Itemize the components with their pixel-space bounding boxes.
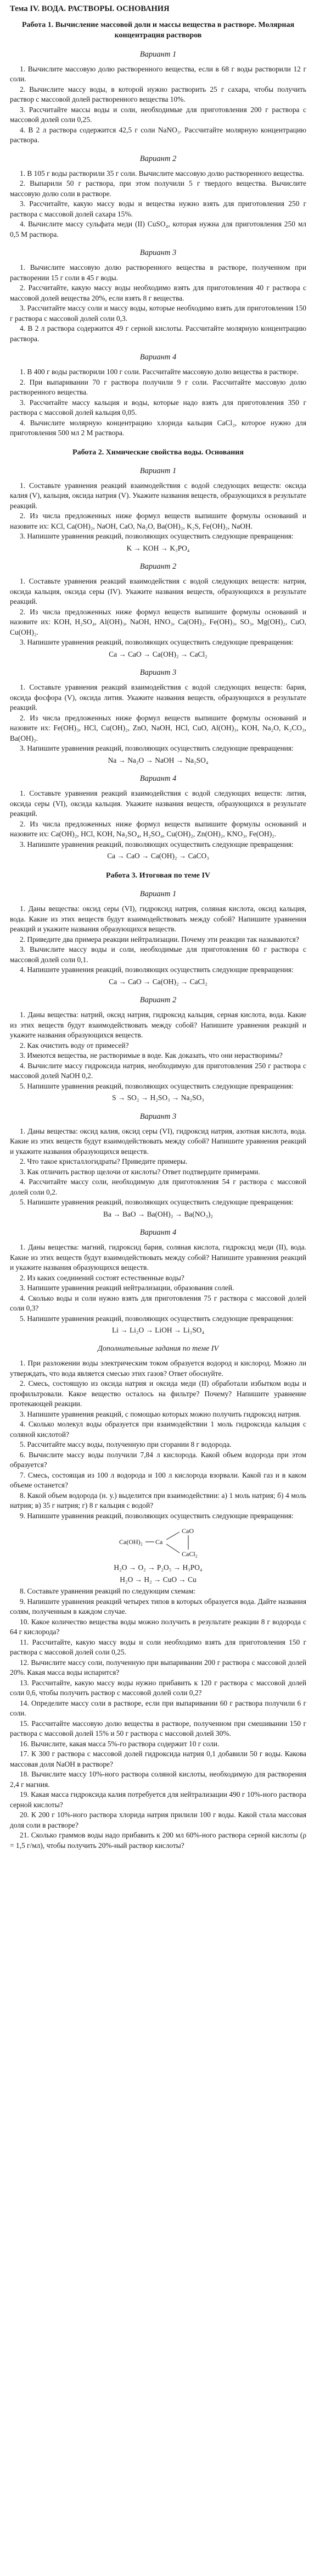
task-item: 2. Из каких соединений состоят естественные воды? [20,1273,184,1282]
task-item: 2. Вычислите массу воды, в которой нужно растворить 25 г сахара, чтобы получить раствор с массовой долей растворенного вещества 10%. [10,85,306,104]
task-item: 4. Вычислите молярную концентрацию хлорида кальция CaCl₂, которое нужно для приготовления 500 мл 2 М раствора. [10,418,306,437]
work-title: Работа 2. Химические свойства воды. Основания [72,448,244,457]
scheme-middle: Ca [155,1538,163,1546]
task-item: 4. Рассчитайте массу соли, необходимую для приготовления 54 г раствора с массовой долей соли 0,2. [10,1178,306,1196]
variant-heading: Вариант 3 [139,248,177,258]
task-item: 1. Даны вещества: магний, гидроксид бария, соляная кислота, гидроксид меди (II), вода. Какие из этих веществ будут взаимодействовать между собой? Напишите уравнения реакций и укажите названия образующихся веществ. [10,1243,306,1272]
task-item: 8. Какой объем водорода (н. у.) выделится при взаимодействии: а) 1 моль натрия; б) 4 моль натрия; в) 35 г натрия; г) 8 г кальция с водой? [10,1491,306,1510]
reaction-scheme [111,1524,205,1559]
arrow-mid-down [166,1544,180,1553]
work-title: Работа 3. Итоговая по теме IV [105,871,211,880]
task-item: 12. Вычислите массу соли, полученную при выпаривании 200 г раствора с массовой долей 20%. Какая масса воды испарится? [10,1658,306,1677]
variant-heading: Вариант 4 [139,774,177,784]
variant-heading: Вариант 2 [139,154,177,163]
variant-heading: Вариант 3 [139,668,177,678]
variant-heading: Вариант 3 [139,1112,177,1121]
task-item: 6. Вычислите массу воды получили 7,84 л кислорода. Какой объем водорода при этом образуется? [10,1450,306,1469]
task-item: 20. К 200 г 10%-ного раствора хлорида натрия прилили 100 г воды. Какой стала массовая доля соли в растворе? [10,1811,306,1829]
task-item: 9. Напишите уравнения реакций, позволяющих осуществить следующие превращения: [20,1511,294,1520]
task-item: 3. Напишите уравнения реакций, позволяющих осуществить следующие превращения: [20,744,294,753]
task-item: 10. Какое количество вещества воды можно получить в результате реакции 8 г водорода с 64 г кислорода? [10,1617,306,1636]
transformation-chain: Ca → CaO → Ca(OH)₂ → CaCl₂ [109,649,208,658]
task-item: 21. Сколько граммов воды надо прибавить к 200 мл 60%-ного раствора серной кислоты (ρ = 1,5 г/мл), чтобы получить 20%-ный раствор кислоты? [10,1831,306,1850]
task-item: 1. Даны вещества: оксид серы (VI), гидроксид натрия, соляная кислота, оксид кальция, вода. Какие из этих веществ будут взаимодействовать между собой? Напишите уравнения реакций и укажите названия образующихся веществ. [10,904,306,934]
task-item: 9. Напишите уравнения реакций четырех типов в которых образуется вода. Дайте названия солям, полученным в каждом случае. [10,1597,306,1616]
task-item: 1. Вычислите массовую долю растворенного вещества в растворе, полученном при растворении 15 г соли в 45 г воды. [10,263,306,282]
variant-heading: Вариант 2 [139,562,177,571]
transformation-chain: Ca → CaO → Ca(OH)₂ → CaCl₂ [109,977,208,986]
task-item: 14. Определите массу соли в растворе, если при выпаривании 60 г раствора получили 6 г соли. [10,1698,306,1718]
extra-title: Дополнительные задания по теме IV [97,1344,219,1353]
task-item: 1. Составьте уравнения реакций взаимодействия с водой следующих веществ: натрия, оксида кальция, оксида серы (IV). Укажите названия веществ, образующихся в результате реакций. [10,577,306,606]
task-item: 3. Имеются вещества, не растворимые в воде. Как доказать, что они нерастворимы? [20,1051,283,1060]
task-item: 3. Рассчитайте, какую массу воды и вещества нужно взять для приготовления 250 г раствора с массовой долей сахара 15%. [10,199,306,218]
variant-heading: Вариант 1 [139,466,177,475]
task-item: 1. При разложении воды электрическим током образуется водород и кислород. Можно ли утверждать, что вода является смесью этих газов? Ответ обоснуйте. [10,1359,306,1378]
task-item: 2. Из числа предложенных ниже формул веществ выпишите формулы оснований и назовите их: KOH, H₂SO₄, Al(OH)₃, NaOH, HNO₃, Ca(OH)₂, Fe(OH)₃, SO₃, Mg(OH)₂, CuO, Cu(OH)₂. [10,607,306,636]
task-item: 5. Рассчитайте массу воды, полученную при сгорании 8 г водорода. [20,1440,232,1449]
transformation-chain: Ba → BaO → Ba(OH)₂ → Ba(NO₃)₂ [103,1209,213,1218]
task-item: 8. Составьте уравнения реакций по следующим схемам: [20,1587,196,1596]
task-item: 2. Из числа предложенных ниже формул веществ выпишите формулы оснований и назовите их: Ca(OH)₂, HCl, KOH, Na₂SO₄, H₂SO₄, Cu(OH)₂, Zn(OH)₂, KNO₃, Fe(OH)₂. [10,819,306,839]
task-item: 4. Сколько воды и соли нужно взять для приготовления 75 г раствора с массовой долей соли 0,3? [10,1293,306,1313]
variant-heading: Вариант 4 [139,353,177,362]
transformation-chain: Na → Na₂O → NaOH → Na₂SO₄ [108,756,209,764]
variant-heading: Вариант 2 [139,996,177,1005]
task-item: 5. Напишите уравнения реакций, позволяющих осуществить следующие превращения: [20,1081,294,1090]
task-item: 4. Напишите уравнения реакций, позволяющих осуществить следующие превращения: [20,965,294,974]
arrow-mid-up [166,1532,180,1540]
task-item: 1. В 400 г воды растворили 100 г соли. Рассчитайте массовую долю вещества в растворе. [20,368,299,376]
task-item: 5. Напишите уравнения реакций, позволяющих осуществить следующие превращения: [20,1198,294,1207]
task-item: 2. Выпарили 50 г раствора, при этом получили 5 г твердого вещества. Вычислите массовую долю соли в растворе. [10,179,306,198]
work-title: Работа 1. Вычисление массовой доли и массы вещества в растворе. Молярная концентрация растворов [21,21,295,40]
task-item: 11. Рассчитайте, какую массу воды и соли необходимо взять для приготовления 150 г раствора с массовой долей соли 0,25. [10,1637,306,1657]
extra-tasks-a [10,1358,306,1521]
task-item: 1. Составьте уравнения реакций взаимодействия с водой следующих веществ: лития, оксида серы (VI), оксида кальция. Укажите названия веществ, образующихся в результате реакций. [10,789,306,818]
transformation-chain: Li → Li₂O → LiOH → Li₂SO₄ [112,1326,204,1335]
task-item: 18. Вычислите массу 10%-ного раствора соляной кислоты, необходимую для растворения 2,4 г магния. [10,1770,306,1789]
task-item: 4. Вычислите массу гидроксида натрия, необходимую для приготовления 250 г раствора с массовой долей NaOH 0,2. [10,1061,306,1080]
variant-heading: Вариант 1 [139,890,177,899]
task-item: 3. Рассчитайте массы воды и соли, необходимые для приготовления 200 г раствора с массовой долей соли 0,25. [10,105,306,124]
task-item: 3. Напишите уравнения реакций нейтрализации, образования солей. [20,1284,234,1292]
task-item: 1. Составьте уравнения реакций взаимодействия с водой следующих веществ: бария, оксида фосфора (V), оксида лития. Укажите названия веществ, образующихся в результате реакций. [10,683,306,712]
task-item: 4. В 2 л раствора содержится 49 г серной кислоты. Рассчитайте молярную концентрацию раствора. [10,324,306,343]
task-item: 15. Рассчитайте массовую долю вещества в растворе, полученном при смешивании 150 г раствора с массовой долей 15% и 50 г раствора с массовой долей 30%. [10,1719,306,1738]
task-item: 7. Смесь, состоящая из 100 л водорода и 100 л кислорода взорвали. Какой газ и в каком объеме останется? [10,1470,306,1490]
task-item: 3. Напишите уравнения реакций, позволяющих осуществить следующие превращения: [20,638,294,647]
extra-tasks-b [10,1586,306,1851]
task-item: 4. Сколько молекул воды образуется при взаимодействии 1 моль гидроксида кальция с соляной кислотой? [10,1420,306,1439]
works-container [10,20,306,1336]
task-item: 1. Даны вещества: оксид калия, оксид серы (VI), гидроксид натрия, азотная кислота, вода. Какие из этих веществ будут взаимодействовать между собой? Напишите уравнения реакций и укажите названия образующихся веществ. [10,1126,306,1156]
task-item: 3. Напишите уравнения реакций, с помощью которых можно получить гидроксид натрия. [20,1409,301,1418]
task-item: 13. Рассчитайте, какую массу воды нужно прибавить к 120 г раствора с массовой долей соли 0,6, чтобы получить раствор с массовой долей соли 0,2? [10,1678,306,1697]
task-item: 2. Из числа предложенных ниже формул веществ выпишите формулы оснований и назовите их: Fe(OH)₃, HCl, Cu(OH)₂, ZnO, NaOH, HCl, CuO, Al(OH)₃, KOH, Na₂O, K₂CO₃, Ba(OH)₂. [10,713,306,742]
task-item: 2. Приведите два примера реакции нейтрализации. Почему эти реакции так называются? [20,935,299,943]
chain-1: H₂O → O₂ → P₂O₅ → H₃PO₄ [114,1563,203,1572]
task-item: 2. Как очистить воду от примесей? [20,1041,129,1050]
task-item: 2. При выпаривании 70 г раствора получили 9 г соли. Рассчитайте массовую долю растворенного вещества. [10,377,306,397]
scheme-left: Ca(OH)₂ [119,1538,143,1546]
task-item: 1. Даны вещества: натрий, оксид натрия, гидроксид кальция, серная кислота, вода. Какие из этих веществ будут взаимодействовать между собой? Напишите уравнения реакций и укажите названия образующихся веществ. [10,1011,306,1040]
task-item: 2. Рассчитайте, какую массу воды необходимо взять для приготовления 40 г раствора с массовой долей вещества 20%, если взять 8 г вещества. [10,284,306,302]
task-item: 16. Вычислите, какая масса 5%-го раствора содержит 10 г соли. [20,1739,220,1748]
variant-heading: Вариант 1 [139,49,177,59]
task-item: 1. Вычислите массовую долю растворенного вещества, если в 68 г воды растворили 12 г соли. [10,64,306,84]
chain-2: H₂O → H₂ → CuO → Cu [120,1575,197,1584]
task-item: 3. Напишите уравнения реакций, позволяющих осуществить следующие превращения: [20,840,294,848]
task-item: 2. Смесь, состоящую из оксида натрия и оксида меди (II) обработали избытком воды и профильтровали. Какое вещество осталось на фильтре? Почему? Напишите уравнение протекающей реакции. [10,1379,306,1408]
transformation-chain: Ca → CaO → Ca(OH)₂ → CaCO₃ [107,852,209,860]
task-item: 4. Вычислите массу сульфата меди (II) CuSO₄, которая нужна для приготовления 250 мл 0,5 М раствора. [10,220,306,238]
scheme-right2: CaCl₂ [182,1550,198,1558]
task-item: 3. Рассчитайте массу кальция и воды, которые надо взять для приготовления 350 г раствора с массовой долей кальция 0,05. [10,398,306,417]
task-item: 19. Какая масса гидроксида калия потребуется для нейтрализации 490 г 10%-ного раствора серной кислоты? [10,1790,306,1809]
task-item: 1. Составьте уравнения реакций взаимодействия с водой следующих веществ: оксида калия (V), кальция, оксида натрия (V). Укажите названия веществ, образующихся в результате реакций. [10,481,306,510]
topic-title: Тема IV. ВОДА. РАСТВОРЫ. ОСНОВАНИЯ [10,4,170,13]
task-item: 2. Из числа предложенных ниже формул веществ выпишите формулы оснований и назовите их: KCl, Ca(OH)₂, NaOH, CaO, Na₂O, Ba(OH)₂, K₂S, Fe(OH)₂, NaOH. [10,512,306,530]
task-item: 3. Напишите уравнения реакций, позволяющих осуществить следующие превращения: [20,532,294,541]
task-item: 3. Как отличить раствор щелочи от кислоты? Ответ подтвердите примерами. [20,1167,260,1176]
task-item: 1. В 105 г воды растворили 35 г соли. Вычислите массовую долю растворенного вещества. [20,169,304,177]
task-item: 3. Рассчитайте массу соли и массу воды, которые необходимо взять для приготовления 150 г раствора с массовой долей соли 0,3. [10,304,306,323]
transformation-chain: K → KOH → K₃PO₄ [126,543,190,552]
task-item: 17. К 300 г раствора с массовой долей гидроксида натрия 0,1 добавили 50 г воды. Какова массовая доля NaOH в растворе? [10,1750,306,1768]
task-item: 4. В 2 л раствора содержится 42,5 г соли NaNO₃. Рассчитайте молярную концентрацию раствора. [10,125,306,145]
task-item: 3. Вычислите массу воды и соли, необходимые для приготовления 60 г раствора с массовой долей соли 0,1. [10,945,306,964]
transformation-chain: S → SO₂ → H₂SO₃ → Na₂SO₃ [112,1093,204,1102]
variant-heading: Вариант 4 [139,1228,177,1237]
task-item: 2. Что такое кристаллогидраты? Приведите примеры. [20,1157,188,1166]
scheme-right1: CaO [182,1527,194,1535]
task-item: 5. Напишите уравнения реакций, позволяющих осуществить следующие превращения: [20,1314,294,1323]
